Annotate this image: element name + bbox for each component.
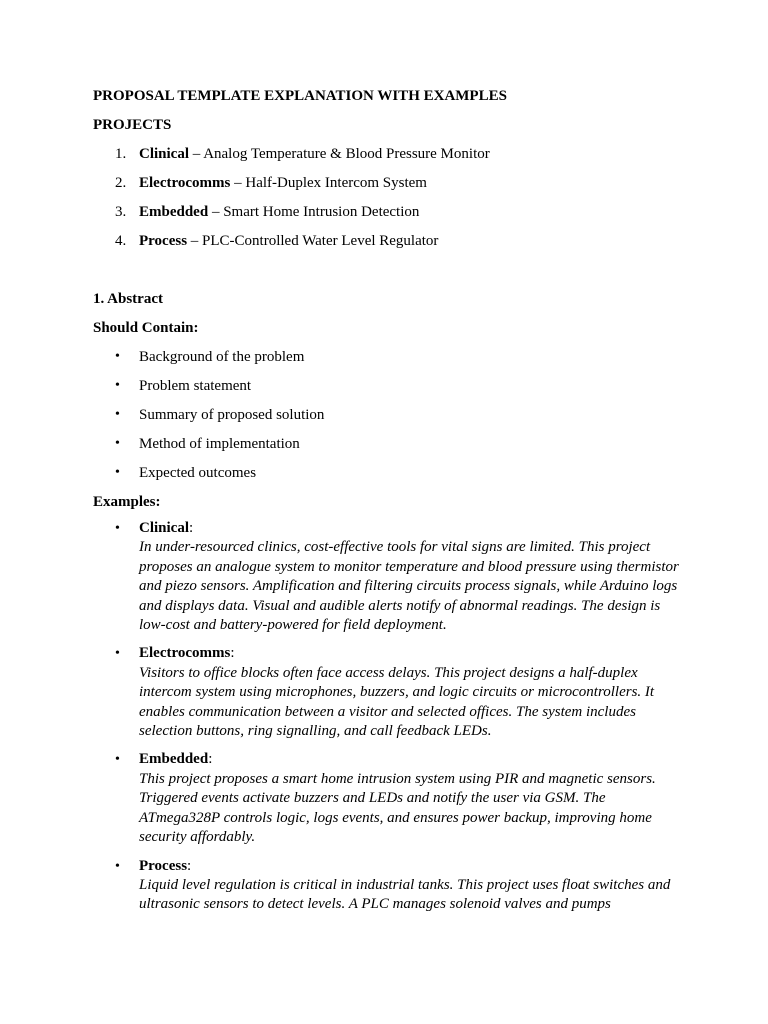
example-item <box>93 750 683 847</box>
list-number: 1. <box>115 146 127 162</box>
colon: : <box>187 857 192 874</box>
list-item-text: Background of the problem <box>139 349 305 365</box>
list-item <box>93 461 683 485</box>
list-item <box>93 200 683 224</box>
project-name: Process <box>139 233 188 249</box>
list-number: 2. <box>115 175 127 191</box>
list-number: 3. <box>115 204 127 220</box>
document-page <box>93 84 683 924</box>
example-body: Liquid level regulation is critical in industrial tanks. This project uses float switches and ultrasonic sensors to detect levels. A PLC manages solenoid valves and pumps <box>139 876 671 913</box>
bullet-icon: • <box>115 407 120 422</box>
list-item <box>93 374 683 398</box>
bullet-icon: • <box>115 465 120 480</box>
should-contain-heading: Should Contain: <box>93 320 199 336</box>
bullet-icon: • <box>115 436 120 451</box>
project-name: Embedded <box>139 204 209 220</box>
example-item <box>93 857 683 915</box>
project-name: Electrocomms <box>139 175 231 191</box>
colon: : <box>208 751 213 768</box>
spacer <box>93 258 683 287</box>
list-item-text: Expected outcomes <box>139 465 257 481</box>
project-description: – PLC-Controlled Water Level Regulator <box>187 233 439 249</box>
list-item-text: Method of implementation <box>139 436 300 452</box>
examples-list <box>93 519 683 915</box>
list-number: 4. <box>115 233 127 249</box>
bullet-icon: • <box>115 521 120 536</box>
bullet-icon: • <box>115 378 120 393</box>
project-description: – Analog Temperature & Blood Pressure Monitor <box>189 146 490 162</box>
example-title: Clinical <box>139 520 190 536</box>
document-title: PROPOSAL TEMPLATE EXPLANATION WITH EXAMPLES <box>93 88 507 104</box>
example-item <box>93 644 683 741</box>
list-item <box>93 432 683 456</box>
colon: : <box>189 520 194 536</box>
example-title: Electrocomms <box>139 645 231 662</box>
projects-list <box>93 142 683 253</box>
abstract-heading: 1. Abstract <box>93 291 163 307</box>
example-body: This project proposes a smart home intrusion system using PIR and magnetic sensors. Triggered events activate buzzers and LEDs and notify the user via GSM. The ATmega328P controls logic, logs events, and ensures power backup, improving home security affordably. <box>139 770 656 846</box>
list-item <box>93 345 683 369</box>
example-title: Embedded <box>139 751 209 768</box>
project-description: – Half-Duplex Intercom System <box>230 175 427 191</box>
list-item-text: Summary of proposed solution <box>139 407 325 423</box>
example-body: In under-resourced clinics, cost-effective tools for vital signs are limited. This project proposes an analogue system to monitor temperature and blood pressure using thermistor and piezo sensors. Amplification and filtering circuits process signals, while Arduino logs and displays data. Visual and audible alerts notify of abnormal readings. The design is low-cost and battery-powered for field deployment. <box>139 539 679 634</box>
list-item <box>93 403 683 427</box>
should-contain-list <box>93 345 683 485</box>
list-item-text: Problem statement <box>139 378 252 394</box>
bullet-icon: • <box>115 646 120 662</box>
list-item <box>93 142 683 166</box>
colon: : <box>230 645 235 662</box>
examples-heading: Examples: <box>93 494 161 510</box>
project-name: Clinical <box>139 146 190 162</box>
project-description: – Smart Home Intrusion Detection <box>208 204 420 220</box>
bullet-icon: • <box>115 858 120 874</box>
list-item <box>93 171 683 195</box>
bullet-icon: • <box>115 349 120 364</box>
projects-heading: PROJECTS <box>93 117 172 133</box>
example-item <box>93 519 683 635</box>
list-item <box>93 229 683 253</box>
example-title: Process <box>139 857 188 874</box>
bullet-icon: • <box>115 752 120 768</box>
example-body: Visitors to office blocks often face access delays. This project designs a half-duplex intercom system using microphones, buzzers, and logic circuits or microcontrollers. It enables communication between a visitor and selected offices. The system includes selection buttons, ring signalling, and call feedback LEDs. <box>139 664 655 740</box>
